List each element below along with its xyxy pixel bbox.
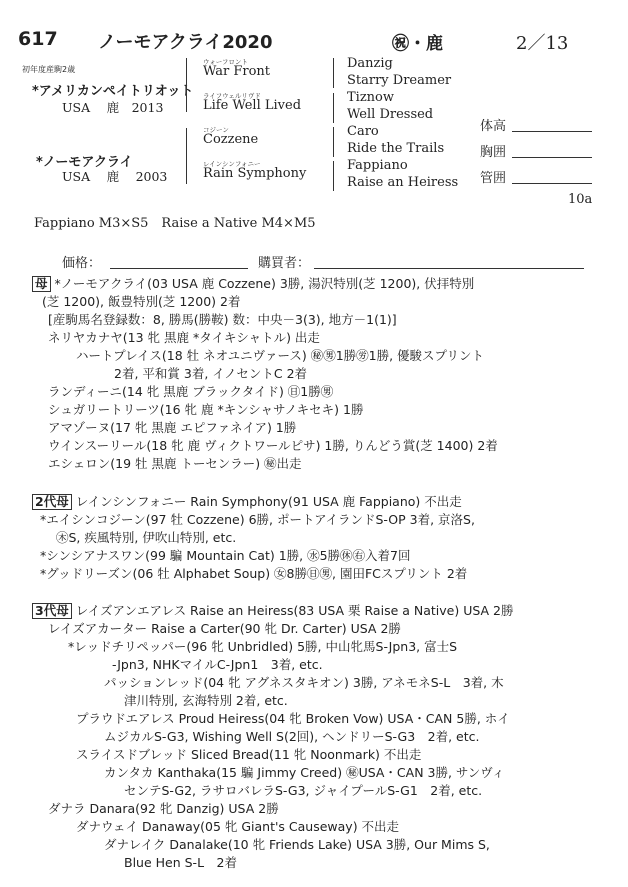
gen3-name: Ride the Trails — [347, 141, 445, 156]
cannon-label: 管囲 — [480, 171, 507, 186]
family-line: Blue Hen S-L 2着 — [124, 855, 237, 870]
family-line: アマゾーヌ(17 牝 黒鹿 エピファネイア) 1勝 — [48, 420, 297, 435]
buyer-label: 購買者： — [258, 256, 311, 271]
family-line: パッションレッド(04 牝 アグネスタキオン) 3勝, アネモネS-L 3着, 木 — [104, 675, 504, 690]
gen2-name: War Front — [203, 64, 270, 79]
family-line: (芝 1200), 飯豊特別(芝 1200) 2着 — [42, 294, 241, 309]
family-line: -Jpn3, NHKマイルC-Jpn1 3着, etc. — [112, 657, 323, 672]
family-line: 2代母 レインシンフォニー Rain Symphony(91 USA 鹿 Fappiano) 不出走 — [32, 493, 462, 511]
horse-name: ノーモアクライ2020 — [98, 32, 273, 53]
family-line: プラウドエアレス Proud Heiress(04 牝 Broken Vow) USA・CAN 5勝, ホイ — [76, 711, 510, 726]
gen3-name: Raise an Heiress — [347, 175, 459, 190]
family-line: 2着, 平和賞 3着, イノセントC 2着 — [114, 366, 308, 381]
lot-number: 617 — [18, 28, 58, 50]
bracket-line — [186, 58, 187, 112]
family-line: [産駒馬名登録数：8, 勝馬(勝鞍) 数：中央－3(3), 地方－1(1)] — [48, 312, 397, 327]
family-line: *レッドチリペッパー(96 牝 Unbridled) 5勝, 中山牝馬S-Jpn3, 富士S — [68, 639, 458, 654]
family-line: レイズアカーター Raise a Carter(90 牝 Dr. Carter) USA 2勝 — [48, 621, 401, 636]
family-line: ダナラ Danara(92 牝 Danzig) USA 2勝 — [48, 801, 279, 816]
family-line: ダナウェイ Danaway(05 牝 Giant's Causeway) 不出走 — [76, 819, 400, 834]
bracket-line — [333, 58, 334, 88]
price-blank — [110, 268, 248, 269]
gen2-ruby: ウォーフロント — [203, 58, 248, 66]
height-blank — [512, 131, 592, 132]
bracket-line — [186, 128, 187, 184]
gen2-ruby: コジーン — [203, 126, 229, 134]
family-line: カンタカ Kanthaka(15 騙 Jimmy Creed) ㊙USA・CAN 3勝, サンヴィ — [104, 765, 505, 780]
price-label: 価格： — [62, 256, 102, 271]
inbreeding: Fappiano M3×S5 Raise a Native M4×M5 — [34, 216, 316, 231]
section-label-dam: 母 — [32, 276, 51, 292]
family-line: シュガリートリーツ(16 牝 鹿 *キンシャサノキセキ) 1勝 — [48, 402, 364, 417]
buyer-blank — [314, 268, 584, 269]
family-line: ランディーニ(14 牝 黒鹿 ブラックタイド) ㊐1勝㊚ — [48, 384, 334, 399]
family-line: ムジカルS-G3, Wishing Well S(2回), ヘンドリーS-G3 2着, etc. — [104, 729, 480, 744]
code: 10a — [568, 192, 593, 207]
family-line: *グッドリーズン(06 牡 Alphabet Soup) ㊛8勝㊐㊚, 園田FCスプリント 2着 — [40, 566, 468, 581]
page-indicator: 2／13 — [516, 33, 569, 54]
cannon-blank — [512, 183, 592, 184]
bracket-line — [333, 161, 334, 191]
family-line: ウインスーリール(18 牝 鹿 ヴィクトワールピサ) 1勝, りんどう賞(芝 1400) 2着 — [48, 438, 498, 453]
gen2-ruby: ライフウェルリヴド — [203, 92, 261, 100]
family-line: ネリヤカナヤ(13 牝 黒鹿 *タイキシャトル) 出走 — [48, 330, 320, 345]
girth-label: 胸囲 — [480, 145, 507, 160]
gen3-name: Starry Dreamer — [347, 73, 452, 88]
gen3-name: Danzig — [347, 56, 393, 71]
sex-color: ㊗・鹿 — [392, 34, 443, 54]
gen2-name: Rain Symphony — [203, 166, 307, 181]
family-line: ハートプレイス(18 牡 ネオユニヴァース) ㊙㊚1勝㊘1勝, 優駿スプリント — [76, 348, 485, 363]
height-label: 体高 — [480, 119, 507, 134]
section-label-great-granddam: 3代母 — [32, 603, 72, 619]
gen2-name: Cozzene — [203, 132, 259, 147]
dam-name: *ノーモアクライ — [36, 155, 133, 170]
gen3-name: Tiznow — [347, 90, 395, 105]
sire-name: *アメリカンペイトリオット — [32, 84, 194, 99]
family-line: *エイシンコジーン(97 牡 Cozzene) 6勝, ポートアイランドS-OP 3着, 京洛S, — [40, 512, 475, 527]
section-label-granddam: 2代母 — [32, 494, 72, 510]
family-line: 母 *ノーモアクライ(03 USA 鹿 Cozzene) 3勝, 湯沢特別(芝 1200), 伏拝特別 — [32, 275, 474, 293]
sire-origin: USA 鹿 2013 — [62, 100, 164, 115]
sire-caption: 初年度産駒2歳 — [22, 65, 76, 74]
family-line: センテS-G2, ラサロバレラS-G3, ジャイプールS-G1 2着, etc. — [124, 783, 483, 798]
gen2-name: Life Well Lived — [203, 98, 302, 113]
family-line: *シンシアナスワン(99 騙 Mountain Cat) 1勝, ㊌5勝㊡㊨入着7回 — [40, 548, 411, 563]
family-line: 3代母 レイズアンエアレス Raise an Heiress(83 USA 栗 Raise a Native) USA 2勝 — [32, 602, 514, 620]
gen3-name: Fappiano — [347, 158, 408, 173]
family-line: 津川特別, 玄海特別 2着, etc. — [124, 693, 288, 708]
family-line: エシェロン(19 牡 黒鹿 トーセンラー) ㊙出走 — [48, 456, 302, 471]
dam-origin: USA 鹿 2003 — [62, 169, 168, 184]
family-line: スライスドブレッド Sliced Bread(11 牝 Noonmark) 不出走 — [76, 747, 422, 762]
family-line: ダナレイク Danalake(10 牝 Friends Lake) USA 3勝, Our Mims S, — [104, 837, 490, 852]
gen3-name: Caro — [347, 124, 379, 139]
girth-blank — [512, 157, 592, 158]
gen2-ruby: レインシンフォニー — [203, 160, 261, 168]
gen3-name: Well Dressed — [347, 107, 434, 122]
family-line: ㊍S, 疾風特別, 伊吹山特別, etc. — [56, 530, 237, 545]
bracket-line — [333, 127, 334, 157]
bracket-line — [333, 93, 334, 123]
